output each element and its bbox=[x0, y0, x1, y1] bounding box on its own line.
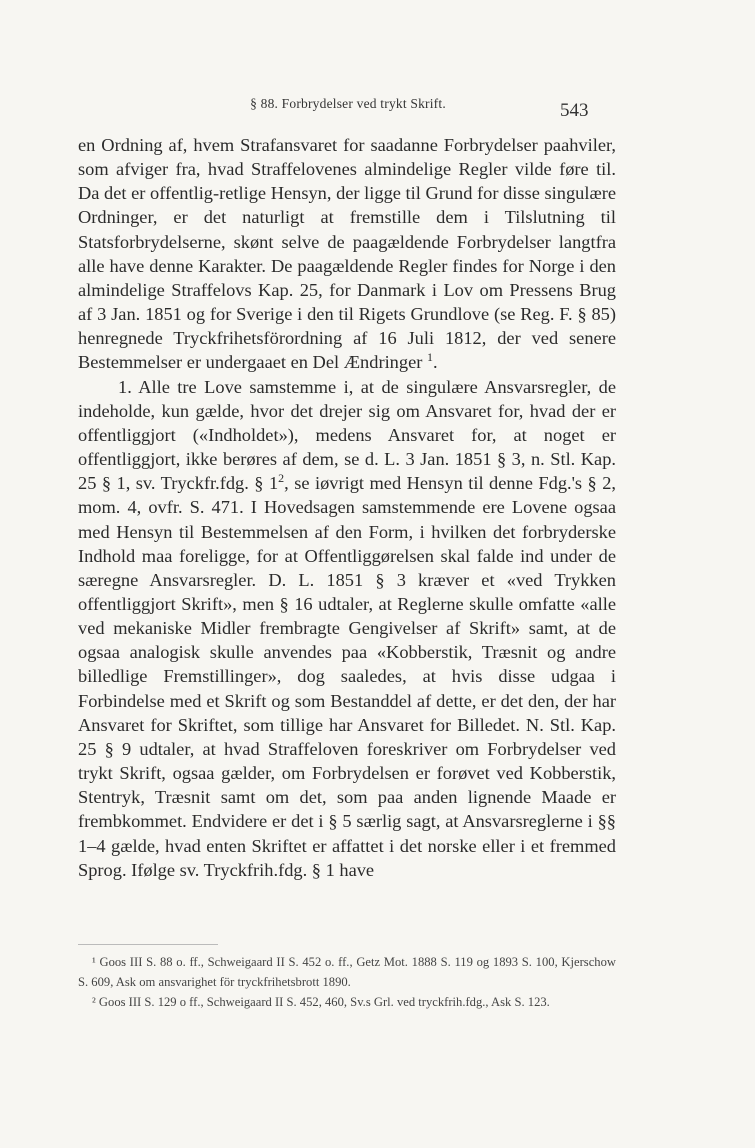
paragraph-1-text: en Ordning af, hvem Strafansvaret for saadanne Forbrydelser paahviler, som afviger fra, hvad Straffelovenes almindelige Regler vilde føre til. Da det er offentlig-retlige Hensyn, der ligge til Grund for disse singulære Ordninger, er det naturligt at fremstille dem i Tilslutning til Statsforbrydelserne, skønt selve de paagældende Forbrydelser langtfra alle have denne Karakter. De paagældende Regler findes for Norge i den almindelige Straffelovs Kap. 25, for Danmark i Lov om Pressens Brug af 3 Jan. 1851 og for Sverige i den til Rigets Grundlove (se Reg. F. § 85) henregnede Tryckfrihetsförordning af 16 Juli 1812, der ved senere Bestemmelser er undergaaet en Del Ændringer bbox=[78, 135, 616, 373]
paragraph-1-end: . bbox=[432, 352, 438, 373]
paragraph-2-text: 1. Alle tre Love samstemme i, at de singulære Ansvarsregler, de indeholde, kun gælde, hvor det drejer sig om Ansvaret for, hvad der er offentliggjort («Indholdet»), medens Ansvaret for, at noget er offentliggjort, ikke berøres af dem, se d. L. 3 Jan. 1851 § 3, n. Stl. Kap. 25 § 1, sv. Tryckfr.fdg. § 1 bbox=[78, 376, 616, 494]
footnote-1: ¹ Goos III S. 88 o. ff., Schweigaard II S. 452 o. ff., Getz Mot. 1888 S. 119 og 1893 S. 100, Kjerschow S. 609, Ask om ansvarighet för tryckfrihetsbrott 1890. bbox=[78, 955, 616, 989]
page-number: 543 bbox=[560, 100, 589, 121]
running-header: § 88. Forbrydelser ved trykt Skrift. bbox=[250, 96, 446, 111]
footnotes bbox=[78, 952, 616, 1012]
paragraph-1 bbox=[78, 133, 616, 375]
footnote-ref-2: 2 bbox=[278, 471, 285, 486]
main-text bbox=[78, 133, 616, 882]
footnote-divider bbox=[78, 944, 218, 945]
paragraph-2 bbox=[78, 375, 616, 882]
footnote-2: ² Goos III S. 129 o ff., Schweigaard II S. 452, 460, Sv.s Grl. ved tryckfrih.fdg., Ask S. 123. bbox=[92, 995, 550, 1009]
footnote-ref-1: 1 bbox=[426, 350, 433, 365]
paragraph-2-text-cont: , se iøvrigt med Hensyn til denne Fdg.'s § 2, mom. 4, ovfr. S. 471. I Hovedsagen samstemmende ere Lovene ogsaa med Hensyn til Bestemmelsen af den Form, i hvilken det forbryderske Indhold maa foreligge, for at Offentliggørelsen skal falde ind under de særegne Ansvarsregler. D. L. 1851 § 3 kræver et «ved Trykken offentliggjort Skrift», men § 16 udtaler, at Reglerne skulle omfatte «alle ved mekaniske Midler frembragte Gengivelser af Skrift» samt, at de ogsaa analogisk skulle anvendes paa «Kobberstik, Træsnit og andre billedlige Fremstillinger», dog saaledes, at hvis disse udgaa i Forbindelse med et Skrift og som Bestanddel af dette, er det den, der har Ansvaret for Skriftet, som tillige har Ansvaret for Billedet. N. Stl. Kap. 25 § 9 udtaler, at hvad Straffeloven foreskriver om Forbrydelser ved trykt Skrift, ogsaa gælder, om Forbrydelsen er forøvet ved Kobberstik, Stentryk, Træsnit samt om det, som paa anden lignende Maade er frembkommet. Endvidere er det i § 5 særlig sagt, at Ansvarsreglerne i §§ 1–4 gælde, hvad enten Skriftet er affattet i det norske eller i et fremmed Sprog. Ifølge sv. Tryckfrih.fdg. § 1 have bbox=[78, 473, 616, 880]
